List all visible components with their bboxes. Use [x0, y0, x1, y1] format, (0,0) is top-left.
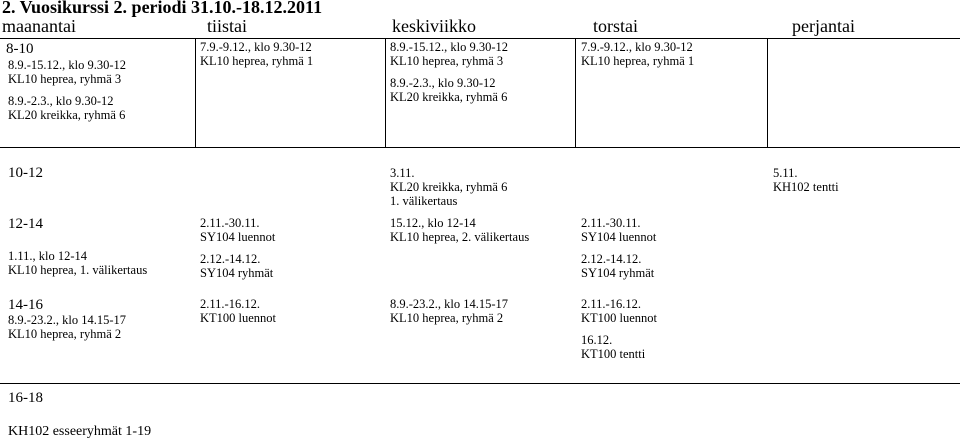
- entry-date: 8.9.-23.2., klo 14.15-17: [8, 313, 127, 327]
- monday-8-10-entries: [8, 58, 126, 122]
- entry-course: KH102 tentti: [773, 180, 839, 194]
- entry-date: 8.9.-15.12., klo 9.30-12: [8, 58, 127, 72]
- entry-date: 2.12.-14.12.: [581, 252, 642, 266]
- time-slot-8-10: 8-10: [6, 41, 34, 57]
- day-header-friday: perjantai: [792, 16, 855, 36]
- day-header-thursday: torstai: [593, 16, 638, 36]
- time-slot-16-18: 16-18: [8, 390, 43, 406]
- entry-date: 2.11.-30.11.: [200, 216, 260, 230]
- entry-course: KL20 kreikka, ryhmä 6: [390, 90, 508, 104]
- entry-date: 7.9.-9.12., klo 9.30-12: [200, 40, 312, 54]
- entry-course: SY104 luennot: [581, 230, 657, 244]
- entry-date: 16.12.: [581, 333, 613, 347]
- wednesday-8-10-entries: [390, 40, 508, 104]
- entry-date: 5.11.: [773, 166, 798, 180]
- entry-course: SY104 ryhmät: [200, 266, 274, 280]
- entry-date: 3.11.: [390, 166, 415, 180]
- thursday-12-14-entries: [581, 216, 656, 280]
- entry-course: KL20 kreikka, ryhmä 6: [390, 180, 508, 194]
- day-header-tuesday: tiistai: [207, 16, 247, 36]
- tuesday-8-10-entries: [200, 40, 313, 68]
- entry-course: KL10 heprea, ryhmä 2: [390, 311, 504, 325]
- monday-14-16-entries: [8, 313, 126, 341]
- wednesday-14-16-entries: [390, 297, 508, 325]
- entry-course: KL10 heprea, ryhmä 2: [8, 327, 122, 341]
- entry-date: 2.11.-16.12.: [581, 297, 641, 311]
- entry-date: 15.12., klo 12-14: [390, 216, 476, 230]
- entry-date: 1.11., klo 12-14: [8, 249, 88, 263]
- entry-date: 8.9.-23.2., klo 14.15-17: [390, 297, 509, 311]
- block-divider: [0, 383, 960, 384]
- entry-course: SY104 ryhmät: [581, 266, 655, 280]
- entry-date: 2.11.-16.12.: [200, 297, 260, 311]
- header-rule: [0, 38, 960, 39]
- time-slot-10-12: 10-12: [8, 165, 43, 181]
- entry-course: KL10 heprea, ryhmä 3: [8, 72, 122, 86]
- entry-course: KL10 heprea, 2. välikertaus: [390, 230, 530, 244]
- entry-date: 8.9.-15.12., klo 9.30-12: [390, 40, 509, 54]
- entry-note: 1. välikertaus: [390, 194, 458, 208]
- column-divider: [575, 38, 576, 148]
- page-title: 2. Vuosikurssi 2. periodi 31.10.-18.12.2011: [2, 0, 323, 17]
- entry-course: KL10 heprea, ryhmä 3: [390, 54, 504, 68]
- entry-date: 7.9.-9.12., klo 9.30-12: [581, 40, 693, 54]
- block-divider: [0, 147, 960, 148]
- thursday-8-10-entries: [581, 40, 694, 68]
- tuesday-14-16-entries: [200, 297, 276, 325]
- entry-date: 2.12.-14.12.: [200, 252, 261, 266]
- wednesday-12-14-entries: [390, 216, 529, 244]
- time-slot-12-14: 12-14: [8, 216, 43, 232]
- column-divider: [195, 38, 196, 148]
- column-divider: [385, 38, 386, 148]
- wednesday-10-12-entries: [390, 166, 507, 208]
- entry-course: KL20 kreikka, ryhmä 6: [8, 108, 126, 122]
- entry-date: 2.11.-30.11.: [581, 216, 641, 230]
- column-divider: [767, 38, 768, 148]
- entry-course: KT100 tentti: [581, 347, 646, 361]
- day-header-wednesday: keskiviikko: [392, 16, 476, 36]
- friday-10-12-entries: [773, 166, 839, 194]
- thursday-14-16-entries: [581, 297, 657, 361]
- entry-course: KT100 luennot: [200, 311, 277, 325]
- day-header-monday: maanantai: [2, 16, 76, 36]
- entry-date: 8.9.-2.3., klo 9.30-12: [390, 76, 496, 90]
- entry-course: KT100 luennot: [581, 311, 658, 325]
- entry-course: SY104 luennot: [200, 230, 276, 244]
- entry-course: KL10 heprea, 1. välikertaus: [8, 263, 148, 277]
- entry-course: KL10 heprea, ryhmä 1: [200, 54, 314, 68]
- entry-date: 8.9.-2.3., klo 9.30-12: [8, 94, 114, 108]
- tuesday-12-14-entries: [200, 216, 275, 280]
- time-slot-14-16: 14-16: [8, 297, 43, 313]
- entry-course: KL10 heprea, ryhmä 1: [581, 54, 695, 68]
- monday-16-18-entry: KH102 esseeryhmät 1-19: [8, 424, 152, 439]
- monday-12-14-entries: [8, 249, 147, 277]
